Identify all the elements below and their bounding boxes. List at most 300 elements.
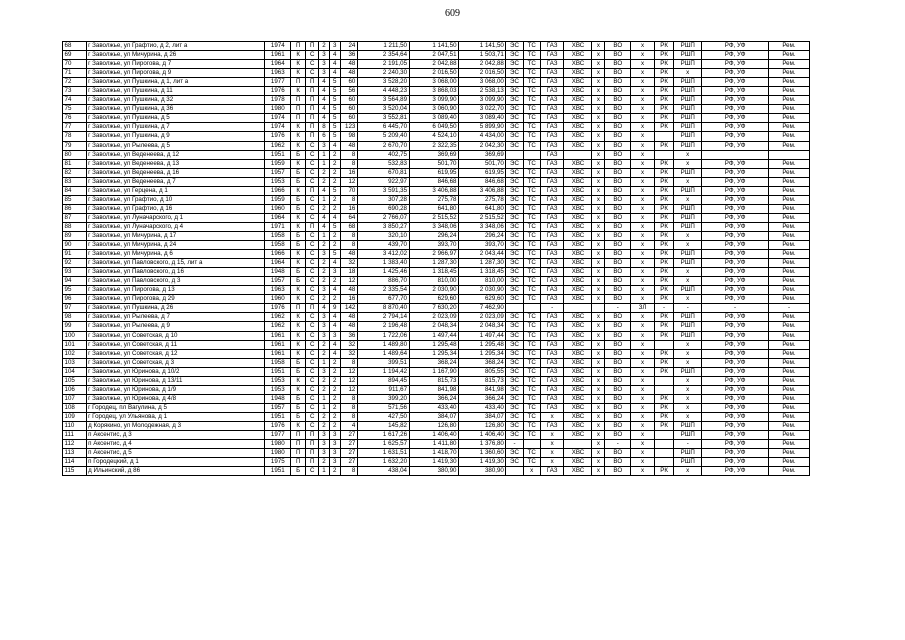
table-cell: 4 <box>319 105 330 114</box>
table-cell: 641,80 <box>409 204 459 213</box>
table-cell: х <box>631 213 655 222</box>
table-cell <box>654 449 673 458</box>
table-cell: ВО <box>605 376 631 385</box>
table-cell: г Заволжье, ул Пушкина, д 1, лит а <box>86 78 265 87</box>
table-cell: г Заволжье, ул Юринова, д 1/9 <box>86 385 265 394</box>
table-cell: 3 022,70 <box>459 105 506 114</box>
table-cell: 1974 <box>265 114 291 123</box>
table-cell: 3 <box>319 60 330 69</box>
table-row <box>63 250 810 259</box>
table-cell: 1951 <box>265 412 291 421</box>
table-row <box>63 259 810 268</box>
table-cell: 368,24 <box>409 358 459 367</box>
table-cell: ХВС <box>564 231 592 240</box>
table-cell: РК <box>654 141 673 150</box>
table-cell: РК <box>654 421 673 430</box>
table-cell: 6 <box>319 132 330 141</box>
table-cell: ГАЗ <box>540 132 564 141</box>
table-cell: ТС <box>523 403 540 412</box>
table-cell: РФ, УФ <box>702 141 769 150</box>
table-cell: х <box>592 403 605 412</box>
table-cell: ТС <box>523 431 540 440</box>
table-cell: РФ, УФ <box>702 421 769 430</box>
table-cell: ТС <box>523 322 540 331</box>
table-cell: РФ, УФ <box>702 222 769 231</box>
table-cell: ГАЗ <box>540 385 564 394</box>
table-cell: ГАЗ <box>540 204 564 213</box>
table-cell: х <box>592 349 605 358</box>
table-cell: 1962 <box>265 322 291 331</box>
table-cell: х <box>674 159 702 168</box>
table-cell: К <box>291 141 306 150</box>
table-cell: ВО <box>605 412 631 421</box>
table-cell: Рем. <box>768 340 809 349</box>
table-cell: 296,24 <box>459 231 506 240</box>
table-row <box>63 51 810 60</box>
table-cell: К <box>291 222 306 231</box>
table-cell: ЭС <box>506 268 523 277</box>
table-cell: 36 <box>340 51 357 60</box>
table-cell: Рем. <box>768 449 809 458</box>
table-cell: ГАЗ <box>540 114 564 123</box>
table-cell: 366,24 <box>459 394 506 403</box>
table-cell: 2 322,35 <box>409 141 459 150</box>
table-cell: 366,24 <box>409 394 459 403</box>
table-cell: 4 <box>329 286 340 295</box>
table-cell: Б <box>291 150 306 159</box>
table-cell: РШП <box>674 141 702 150</box>
table-cell: х <box>592 313 605 322</box>
table-cell: ХВС <box>564 394 592 403</box>
table-cell: 4 <box>329 213 340 222</box>
table-cell: ГАЗ <box>540 42 564 51</box>
table-cell: 79 <box>63 141 87 150</box>
table-cell <box>506 304 523 313</box>
table-row <box>63 69 810 78</box>
table-cell: РК <box>654 69 673 78</box>
table-cell <box>564 150 592 159</box>
table-cell: К <box>291 60 306 69</box>
table-cell: г Заволжье, ул Павловского, д 15, лит а <box>86 259 265 268</box>
table-cell: 70 <box>340 186 357 195</box>
table-cell: ВО <box>605 42 631 51</box>
table-cell: ВО <box>605 78 631 87</box>
table-cell: х <box>592 78 605 87</box>
table-cell: К <box>291 322 306 331</box>
table-cell: 1 419,30 <box>409 458 459 467</box>
table-cell: х <box>631 431 655 440</box>
table-cell: ВО <box>605 168 631 177</box>
table-cell: РШП <box>674 259 702 268</box>
table-cell: ХВС <box>564 141 592 150</box>
table-cell: ВО <box>605 295 631 304</box>
table-cell: х <box>540 440 564 449</box>
table-cell: 27 <box>340 440 357 449</box>
table-cell: г Заволжье, ул Пушкина, д 9 <box>86 132 265 141</box>
table-cell: х <box>631 60 655 69</box>
table-cell: х <box>592 385 605 394</box>
table-cell: РШП <box>674 114 702 123</box>
table-cell: Рем. <box>768 177 809 186</box>
table-cell: 2 <box>329 376 340 385</box>
table-cell: Б <box>291 358 306 367</box>
table-cell: 1 287,30 <box>409 259 459 268</box>
table-cell: 1962 <box>265 141 291 150</box>
table-row <box>63 403 810 412</box>
table-cell: ВО <box>605 241 631 250</box>
table-cell: х <box>631 259 655 268</box>
table-cell: РШП <box>674 313 702 322</box>
table-cell: РК <box>654 114 673 123</box>
table-cell: 78 <box>63 132 87 141</box>
table-cell: 75 <box>63 105 87 114</box>
table-cell: П <box>291 96 306 105</box>
table-cell: 1 295,48 <box>409 340 459 349</box>
table-cell: 2 <box>319 259 330 268</box>
table-cell: ГАЗ <box>540 51 564 60</box>
table-cell: 2 <box>319 385 330 394</box>
table-cell: 85 <box>63 195 87 204</box>
table-cell: ГАЗ <box>540 78 564 87</box>
table-cell: ТС <box>523 168 540 177</box>
table-cell: ВО <box>605 322 631 331</box>
table-cell: 2 538,13 <box>459 87 506 96</box>
table-cell: ХВС <box>564 42 592 51</box>
table-cell: х <box>540 449 564 458</box>
table-cell: П <box>291 105 306 114</box>
table-cell: Рем. <box>768 259 809 268</box>
table-cell: ГАЗ <box>540 259 564 268</box>
table-cell: 90 <box>63 241 87 250</box>
table-cell: ЭС <box>506 449 523 458</box>
table-row <box>63 186 810 195</box>
table-cell: 32 <box>340 340 357 349</box>
table-cell: ВО <box>605 204 631 213</box>
table-cell: г Городец, пл Вагулина, д 5 <box>86 403 265 412</box>
table-cell: 1958 <box>265 231 291 240</box>
table-cell: РШП <box>674 431 702 440</box>
table-cell: РК <box>654 295 673 304</box>
table-cell: 841,98 <box>409 385 459 394</box>
table-cell: ХВС <box>564 467 592 476</box>
table-cell: ЭС <box>506 431 523 440</box>
table-cell: х <box>631 222 655 231</box>
table-row <box>63 376 810 385</box>
table-row <box>63 340 810 349</box>
table-cell: РШП <box>674 286 702 295</box>
table-cell: ЭС <box>506 394 523 403</box>
table-cell: Рем. <box>768 69 809 78</box>
table-cell: Б <box>291 168 306 177</box>
table-cell: Рем. <box>768 412 809 421</box>
table-cell: 81 <box>63 159 87 168</box>
table-cell: РФ, УФ <box>702 467 769 476</box>
table-cell: 60 <box>340 78 357 87</box>
table-cell: х <box>592 231 605 240</box>
table-cell: х <box>592 286 605 295</box>
table-cell: х <box>631 159 655 168</box>
table-cell: 2 794,14 <box>357 313 409 322</box>
table-cell: Б <box>291 231 306 240</box>
table-cell: 4 <box>329 141 340 150</box>
table-cell: х <box>592 241 605 250</box>
table-cell <box>654 440 673 449</box>
table-cell: Рем. <box>768 268 809 277</box>
table-cell: 8 <box>340 159 357 168</box>
table-cell: 393,70 <box>459 241 506 250</box>
table-cell: ХВС <box>564 60 592 69</box>
table-cell: г Заволжье, ул Веденеева, д 7 <box>86 177 265 186</box>
table-cell: Рем. <box>768 42 809 51</box>
table-cell: Рем. <box>768 322 809 331</box>
table-cell: г Заволжье, ул Мичурина, д 6 <box>86 250 265 259</box>
table-cell: ХВС <box>564 449 592 458</box>
table-cell: РК <box>654 322 673 331</box>
table-cell: 3 <box>329 268 340 277</box>
table-cell: 4 <box>319 87 330 96</box>
table-cell <box>506 467 523 476</box>
table-cell: 846,68 <box>459 177 506 186</box>
table-cell: ГАЗ <box>540 277 564 286</box>
table-cell: ВО <box>605 458 631 467</box>
table-cell: ГАЗ <box>540 168 564 177</box>
table-cell: РК <box>654 168 673 177</box>
table-cell: х <box>592 42 605 51</box>
table-cell: ВО <box>605 449 631 458</box>
table-cell: ТС <box>523 159 540 168</box>
table-cell: ХВС <box>564 96 592 105</box>
table-cell: 2 <box>319 177 330 186</box>
table-cell: 3 <box>319 313 330 322</box>
table-cell: РФ, УФ <box>702 394 769 403</box>
table-cell: 2 354,64 <box>357 51 409 60</box>
table-cell: С <box>306 421 319 430</box>
table-cell: ХВС <box>564 322 592 331</box>
table-cell: 4 434,00 <box>459 132 506 141</box>
table-cell: 1958 <box>265 241 291 250</box>
table-row <box>63 304 810 313</box>
table-cell: 2 016,50 <box>409 69 459 78</box>
table-cell: ВО <box>605 331 631 340</box>
table-cell: ЭС <box>506 241 523 250</box>
table-cell: 1975 <box>265 458 291 467</box>
table-cell: ЭС <box>506 259 523 268</box>
table-cell: Рем. <box>768 141 809 150</box>
table-cell: 5 <box>329 222 340 231</box>
table-cell: 629,60 <box>459 295 506 304</box>
table-cell: Рем. <box>768 403 809 412</box>
table-cell: д Корякино, ул Молодежная, д 3 <box>86 421 265 430</box>
table-cell: п Аксентис, д 3 <box>86 431 265 440</box>
table-cell: ТС <box>523 241 540 250</box>
table-cell: ГАЗ <box>540 186 564 195</box>
table-cell: С <box>306 313 319 322</box>
table-cell: х <box>674 385 702 394</box>
table-cell: 98 <box>340 132 357 141</box>
table-cell: ТС <box>523 349 540 358</box>
table-cell: ВО <box>605 431 631 440</box>
table-cell: С <box>306 141 319 150</box>
table-cell: Рем. <box>768 367 809 376</box>
table-cell: 1 318,45 <box>409 268 459 277</box>
table-cell: РК <box>654 60 673 69</box>
table-cell: РФ, УФ <box>702 313 769 322</box>
table-cell <box>654 150 673 159</box>
table-cell: РК <box>654 159 673 168</box>
table-cell: 815,73 <box>409 376 459 385</box>
table-cell: ГАЗ <box>540 340 564 349</box>
table-cell: 2 <box>329 358 340 367</box>
table-cell <box>592 304 605 313</box>
table-cell: П <box>306 449 319 458</box>
table-cell: 96 <box>63 295 87 304</box>
table-cell: 2 <box>329 195 340 204</box>
table-cell: 2 030,90 <box>459 286 506 295</box>
table-cell: х <box>631 105 655 114</box>
table-cell: х <box>631 385 655 394</box>
table-cell: 1 489,80 <box>357 340 409 349</box>
table-cell: ГАЗ <box>540 358 564 367</box>
table-cell: Б <box>291 177 306 186</box>
table-cell: 69 <box>63 51 87 60</box>
table-cell: Рем. <box>768 358 809 367</box>
table-cell: х <box>631 96 655 105</box>
table-cell: 77 <box>63 123 87 132</box>
table-cell: РФ, УФ <box>702 195 769 204</box>
table-cell: С <box>306 412 319 421</box>
table-cell: С <box>306 340 319 349</box>
table-cell: Рем. <box>768 51 809 60</box>
table-cell: 8 <box>340 467 357 476</box>
table-cell: РК <box>654 259 673 268</box>
table-cell: РФ, УФ <box>702 349 769 358</box>
table-cell: ХВС <box>564 458 592 467</box>
table-cell: 1 295,34 <box>409 349 459 358</box>
table-cell: 3 <box>319 322 330 331</box>
table-cell: х <box>540 412 564 421</box>
table-cell: - <box>540 304 564 313</box>
table-cell: 48 <box>340 250 357 259</box>
table-cell: 2 023,09 <box>409 313 459 322</box>
table-cell: 32 <box>340 259 357 268</box>
table-cell: 101 <box>63 340 87 349</box>
page-number: 609 <box>445 8 460 19</box>
table-row <box>63 412 810 421</box>
table-cell: х <box>631 195 655 204</box>
table-cell: - <box>506 440 523 449</box>
table-cell: 99 <box>63 322 87 331</box>
table-cell: 3 099,90 <box>459 96 506 105</box>
table-cell: 1963 <box>265 69 291 78</box>
table-cell: х <box>674 150 702 159</box>
table-cell: ТС <box>523 177 540 186</box>
table-cell: х <box>592 295 605 304</box>
table-cell: х <box>631 132 655 141</box>
table-cell: РШП <box>674 186 702 195</box>
table-cell: ЭС <box>506 96 523 105</box>
table-cell: х <box>631 51 655 60</box>
table-cell: РШП <box>674 42 702 51</box>
table-cell: Б <box>291 268 306 277</box>
table-cell: П <box>306 186 319 195</box>
table-cell: ТС <box>523 96 540 105</box>
table-cell: 1951 <box>265 150 291 159</box>
table-cell: РФ, УФ <box>702 87 769 96</box>
table-cell: 107 <box>63 394 87 403</box>
table-cell: 3 868,03 <box>409 87 459 96</box>
table-cell: РФ, УФ <box>702 51 769 60</box>
table-cell: 87 <box>63 213 87 222</box>
table-cell: х <box>631 241 655 250</box>
table-cell: РШП <box>674 222 702 231</box>
table-cell: х <box>674 340 702 349</box>
table-cell <box>654 132 673 141</box>
table-cell: ВО <box>605 186 631 195</box>
table-cell: ВО <box>605 231 631 240</box>
table-cell: ЭС <box>506 42 523 51</box>
table-cell: РФ, УФ <box>702 331 769 340</box>
table-cell: х <box>674 403 702 412</box>
table-cell: ТС <box>523 268 540 277</box>
table-cell: 3 <box>329 42 340 51</box>
table-cell: 1953 <box>265 385 291 394</box>
table-cell: ХВС <box>564 78 592 87</box>
table-cell: г Заволжье, ул Пушкина, д 36 <box>86 105 265 114</box>
table-row <box>63 159 810 168</box>
table-cell: г Заволжье, ул Советская, д 3 <box>86 358 265 367</box>
table-cell: х <box>631 295 655 304</box>
table-row <box>63 385 810 394</box>
table-cell: ХВС <box>564 105 592 114</box>
table-cell: Б <box>291 204 306 213</box>
table-cell: П <box>306 42 319 51</box>
table-cell: 380,90 <box>409 467 459 476</box>
table-row <box>63 105 810 114</box>
table-cell: С <box>306 349 319 358</box>
table-cell: 433,40 <box>409 403 459 412</box>
table-cell: 2 515,52 <box>459 213 506 222</box>
table-cell <box>564 304 592 313</box>
table-cell: ГАЗ <box>540 322 564 331</box>
table-row <box>63 394 810 403</box>
table-cell: х <box>592 376 605 385</box>
table-cell: 12 <box>340 177 357 186</box>
table-row <box>63 195 810 204</box>
table-cell: 3 068,00 <box>409 78 459 87</box>
table-cell: 384,07 <box>409 412 459 421</box>
table-cell: РК <box>654 42 673 51</box>
table-cell: 2 <box>319 241 330 250</box>
table-cell: ВО <box>605 51 631 60</box>
table-cell: ГАЗ <box>540 241 564 250</box>
table-cell: ХВС <box>564 313 592 322</box>
table-cell: 6 445,70 <box>357 123 409 132</box>
table-cell: г Заволжье, ул Советская, д 12 <box>86 349 265 358</box>
table-cell: ЭС <box>506 87 523 96</box>
table-cell: П <box>291 431 306 440</box>
table-cell: ХВС <box>564 177 592 186</box>
table-cell: П <box>306 431 319 440</box>
table-cell: РК <box>654 394 673 403</box>
table-cell: РФ, УФ <box>702 367 769 376</box>
table-cell: РШП <box>674 132 702 141</box>
table-cell: 1 <box>319 150 330 159</box>
table-cell: РК <box>654 123 673 132</box>
table-cell: г Заволжье, ул Веденеева, д 13 <box>86 159 265 168</box>
table-cell: ХВС <box>564 87 592 96</box>
table-cell: ЭС <box>506 132 523 141</box>
table-cell: РФ, УФ <box>702 204 769 213</box>
